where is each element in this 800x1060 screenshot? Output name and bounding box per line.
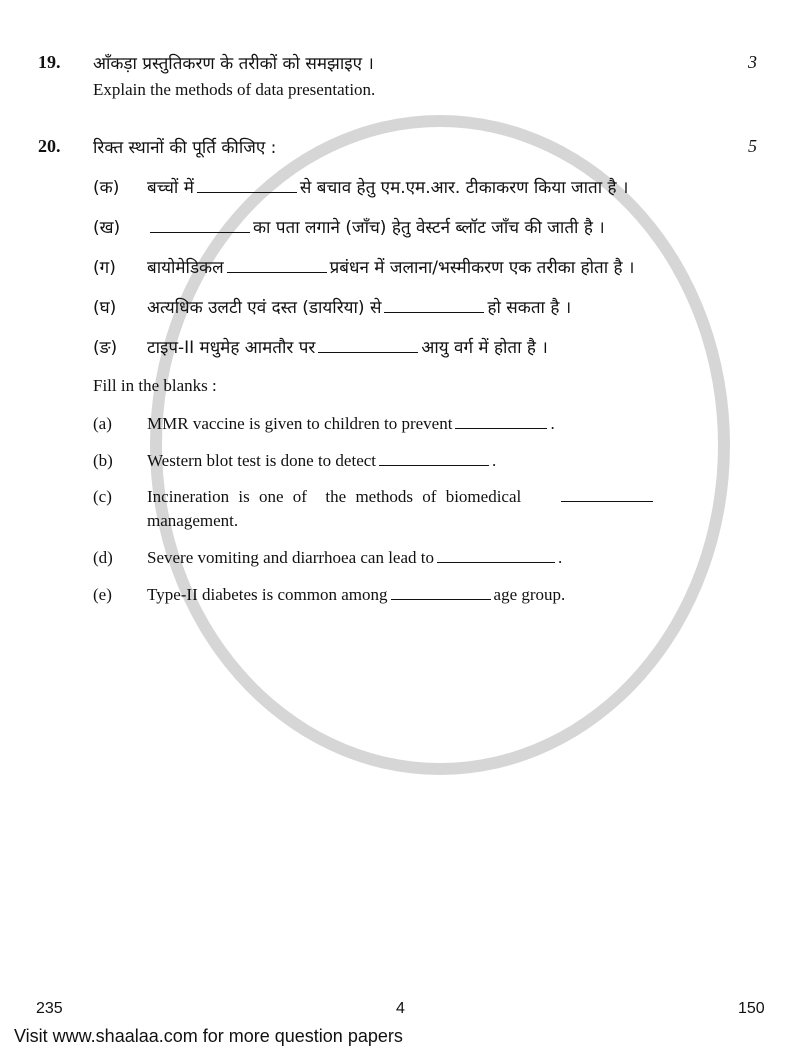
list-item	[93, 215, 605, 238]
item-label: (b)	[93, 451, 113, 470]
page-number: 4	[396, 1000, 405, 1017]
item-text	[147, 548, 562, 568]
text-before: Severe vomiting and diarrhoea can lead to	[147, 548, 434, 567]
item-label: (ङ)	[93, 338, 118, 358]
item-label: (ग)	[93, 258, 116, 278]
text-after: .	[550, 414, 555, 433]
text-after: आयु वर्ग में होता है ।	[421, 338, 548, 358]
list-item	[93, 451, 497, 471]
paper-code: 235	[36, 1000, 63, 1017]
text-before: टाइप-II मधुमेह आमतौर पर	[147, 338, 316, 358]
text-after: age group.	[493, 585, 566, 604]
question-marks: 5	[748, 136, 757, 156]
blank	[227, 271, 327, 273]
item-label: (क)	[93, 178, 120, 198]
list-item	[93, 335, 548, 358]
english-heading: Fill in the blanks :	[93, 376, 217, 395]
text-before: MMR vaccine is given to children to prevent	[147, 414, 453, 433]
question-hindi: रिक्त स्थानों की पूर्ति कीजिए :	[93, 138, 277, 158]
list-item	[93, 175, 629, 198]
text-before: अत्यधिक उलटी एवं दस्त (डायरिया) से	[147, 298, 382, 318]
list-item	[93, 585, 566, 605]
blank	[437, 561, 555, 563]
text-before: Incineration is one of the methods of biomedical	[147, 487, 522, 506]
text-before: बायोमेडिकल	[147, 258, 224, 278]
question-marks: 3	[748, 52, 757, 72]
question-hindi: आँकड़ा प्रस्तुतिकरण के तरीकों को समझाइए ।	[93, 54, 374, 74]
list-item	[93, 255, 635, 278]
item-text	[147, 585, 565, 605]
item-label: (e)	[93, 585, 112, 604]
blank	[197, 191, 297, 193]
item-text	[147, 295, 571, 318]
blank	[379, 464, 489, 466]
text-after: का पता लगाने (जाँच) हेतु वेस्टर्न ब्लॉट जाँच की जाती है ।	[253, 218, 605, 238]
item-text	[147, 451, 496, 471]
question-number: 19.	[38, 52, 61, 72]
text-before: Western blot test is done to detect	[147, 451, 377, 470]
item-text	[147, 487, 656, 507]
watermark-circle	[150, 115, 730, 775]
question-number: 20.	[38, 136, 61, 156]
blank	[561, 500, 653, 502]
blank	[384, 311, 484, 313]
visit-link[interactable]: Visit www.shaalaa.com for more question papers	[14, 1026, 403, 1046]
text-after: .	[492, 451, 497, 470]
item-text	[147, 215, 605, 238]
text-before: बच्चों में	[147, 178, 194, 198]
list-item	[93, 548, 563, 568]
blank	[318, 351, 418, 353]
blank	[150, 231, 250, 233]
item-text	[147, 414, 555, 434]
list-item	[93, 295, 572, 318]
text-after: .	[558, 548, 563, 567]
question-english: Explain the methods of data presentation.	[93, 80, 376, 99]
item-label: (c)	[93, 487, 112, 506]
item-label: (घ)	[93, 298, 117, 318]
list-item	[93, 414, 555, 434]
item-label: (a)	[93, 414, 112, 433]
text-after: से बचाव हेतु एम.एम.आर. टीकाकरण किया जाता है ।	[299, 178, 629, 198]
blank	[391, 598, 491, 600]
list-item	[93, 487, 522, 530]
item-text	[147, 335, 548, 358]
text-before: Type-II diabetes is common among	[147, 585, 388, 604]
footer-right-number: 150	[738, 1000, 765, 1017]
text-line2: management.	[147, 511, 239, 530]
item-label: (ख)	[93, 218, 121, 238]
blank	[455, 427, 547, 429]
item-text	[147, 175, 628, 198]
text-after: हो सकता है ।	[487, 298, 572, 318]
item-text	[147, 255, 634, 278]
item-label: (d)	[93, 548, 113, 567]
text-after: प्रबंधन में जलाना/भस्मीकरण एक तरीका होता है ।	[329, 258, 635, 278]
